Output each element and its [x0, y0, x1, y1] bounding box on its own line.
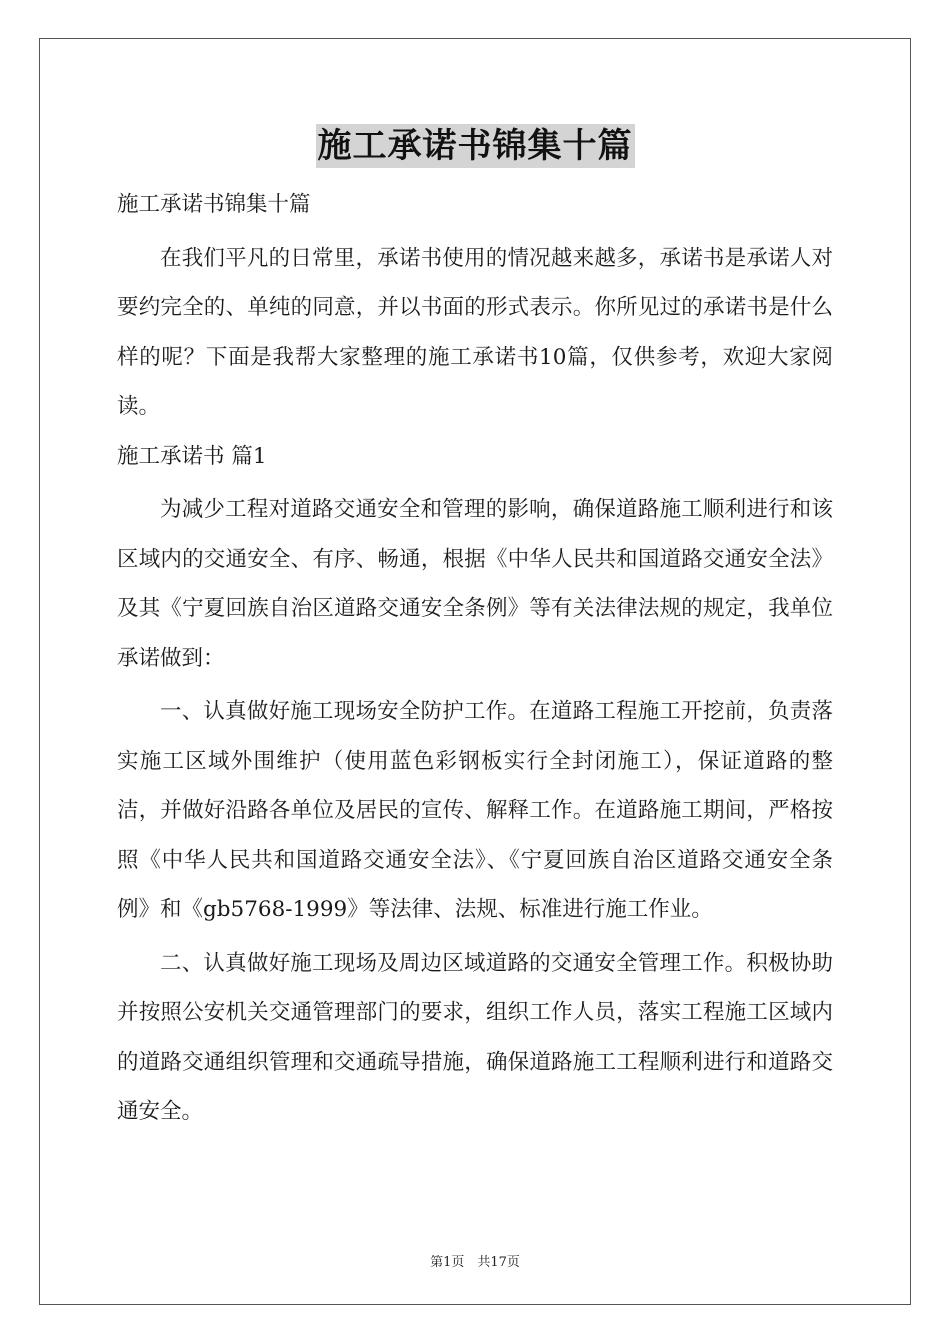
page-number-footer: 第1页 共17页 — [430, 1255, 520, 1270]
paragraph-item-2: 二、认真做好施工现场及周边区域道路的交通安全管理工作。积极协助并按照公安机关交通管理部门的要求，组织工作人员，落实工程施工区域内的道路交通组织管理和交通疏导措施，确保道路施工工程顺利进行和道路交通安全。 — [117, 950, 833, 1124]
title-container — [0, 124, 950, 168]
document-body — [117, 180, 833, 1137]
section-heading-1: 施工承诺书 篇1 — [117, 443, 267, 469]
paragraph-purpose: 为减少工程对道路交通安全和管理的影响，确保道路施工顺利进行和该区域内的交通安全、有序、畅通，根据《中华人民共和国道路交通安全法》及其《宁夏回族自治区道路交通安全条例》等有关法律法规的规定，我单位承诺做到： — [117, 497, 833, 671]
paragraph-item-1: 一、认真做好施工现场安全防护工作。在道路工程施工开挖前，负责落实施工区域外围维护（使用蓝色彩钢板实行全封闭施工），保证道路的整洁，并做好沿路各单位及居民的宣传、解释工作。在道路施工期间，严格按照《中华人民共和国道路交通安全法》、《宁夏回族自治区道路交通安全条例》和《gb5768-1999》等法律、法规、标准进行施工作业。 — [117, 699, 833, 922]
paragraph-subtitle: 施工承诺书锦集十篇 — [117, 192, 311, 217]
paragraph-intro: 在我们平凡的日常里，承诺书使用的情况越来越多，承诺书是承诺人对要约完全的、单纯的同意，并以书面的形式表示。你所见过的承诺书是什么样的呢？下面是我帮大家整理的施工承诺书10篇，仅供参考，欢迎大家阅读。 — [117, 245, 833, 419]
document-title: 施工承诺书锦集十篇 — [317, 126, 633, 166]
